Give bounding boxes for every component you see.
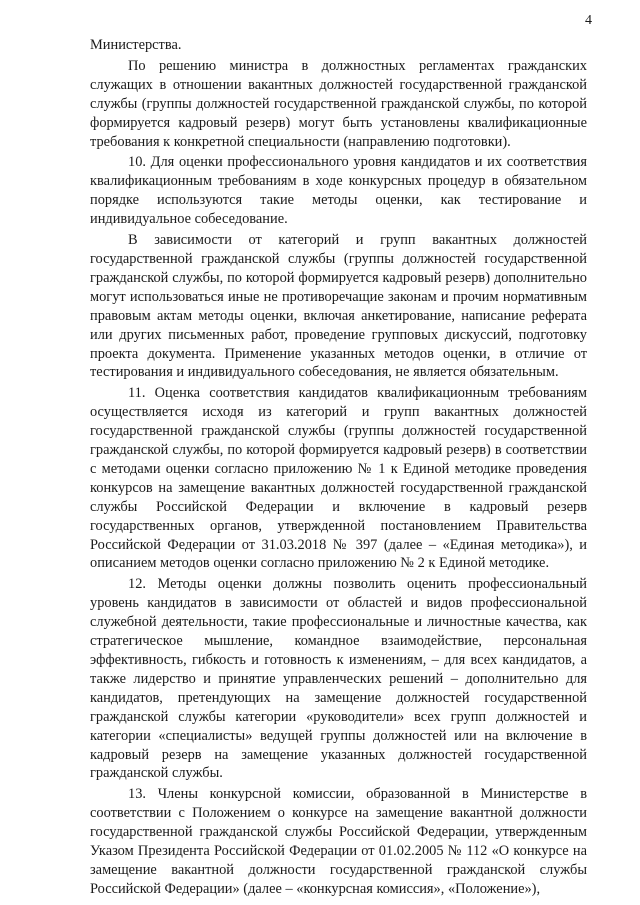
paragraph-continuation: Министерства. [90, 37, 182, 53]
paragraph-qualification-requirements: По решению министра в должностных регламентах гражданских служащих в отношении вакантных должностей государственной гражданской службы (группы должностей государственной гражданской службы, по которой формируется кадровый резерв) могут быть установлены квалификационные требования к конкретной специальности (направлению подготовки). [90, 57, 587, 150]
document-body [90, 36, 587, 901]
paragraph-item-11: 11. Оценка соответствия кандидатов квалификационным требованиям осуществляется исходя из категорий и групп вакантных должностей государственной гражданской службы (группы должностей государственной гражданской службы, по которой формируется кадровый резерв) в соответствии с методами оценки согласно приложению № 1 к Единой методике проведения конкурсов на замещение вакантных должностей государственной гражданской службы Российской Федерации и включение в кадровый резерв государственных органов, утвержденной постановлением Правительства Российской Федерации от 31.03.2018 № 397 (далее – «Единая методика»), и описанием методов оценки согласно приложению № 2 к Единой методике. [90, 385, 587, 572]
paragraph-item-10: 10. Для оценки профессионального уровня кандидатов и их соответствия квалификационным требованиям в ходе конкурсных процедур в обязательном порядке используются такие методы оценки, как тестирование и индивидуальное собеседование. [90, 154, 587, 228]
page-number: 4 [585, 13, 592, 28]
paragraph-item-13: 13. Члены конкурсной комиссии, образованной в Министерстве в соответствии с Положением о конкурсе на замещение вакантной должности государственной гражданской службы Российской Федерации, утвержденным Указом Президента Российской Федерации от 01.02.2005 № 112 «О конкурсе на замещение вакантной должности государственной гражданской службы Российской Федерации» (далее – «конкурсная комиссия», «Положение»), [90, 786, 587, 897]
paragraph-item-12: 12. Методы оценки должны позволить оценить профессиональный уровень кандидатов в зависимости от областей и видов профессиональной служебной деятельности, такие профессиональные и личностные качества, как стратегическое мышление, командное взаимодействие, персональная эффективность, гибкость и готовность к изменениям, – для всех кандидатов, а также лидерство и принятие управленческих решений – дополнительно для кандидатов, претендующих на замещение должностей государственной гражданской службы категории «руководители» всех групп должностей и категории «специалисты» ведущей группы должностей или на включение в кадровый резерв на замещение указанных должностей государственной гражданской службы. [90, 576, 587, 782]
paragraph-additional-methods: В зависимости от категорий и групп вакантных должностей государственной гражданской службы (группы должностей государственной гражданской службы, по которой формируется кадровый резерв) дополнительно могут использоваться иные не противоречащие законам и прочим нормативным правовым актам методы оценки, включая анкетирование, написание реферата или других письменных работ, проведение групповых дискуссий, подготовку проекта документа. Применение указанных методов оценки, в отличие от тестирования и индивидуального собеседования, не является обязательным. [90, 232, 587, 381]
